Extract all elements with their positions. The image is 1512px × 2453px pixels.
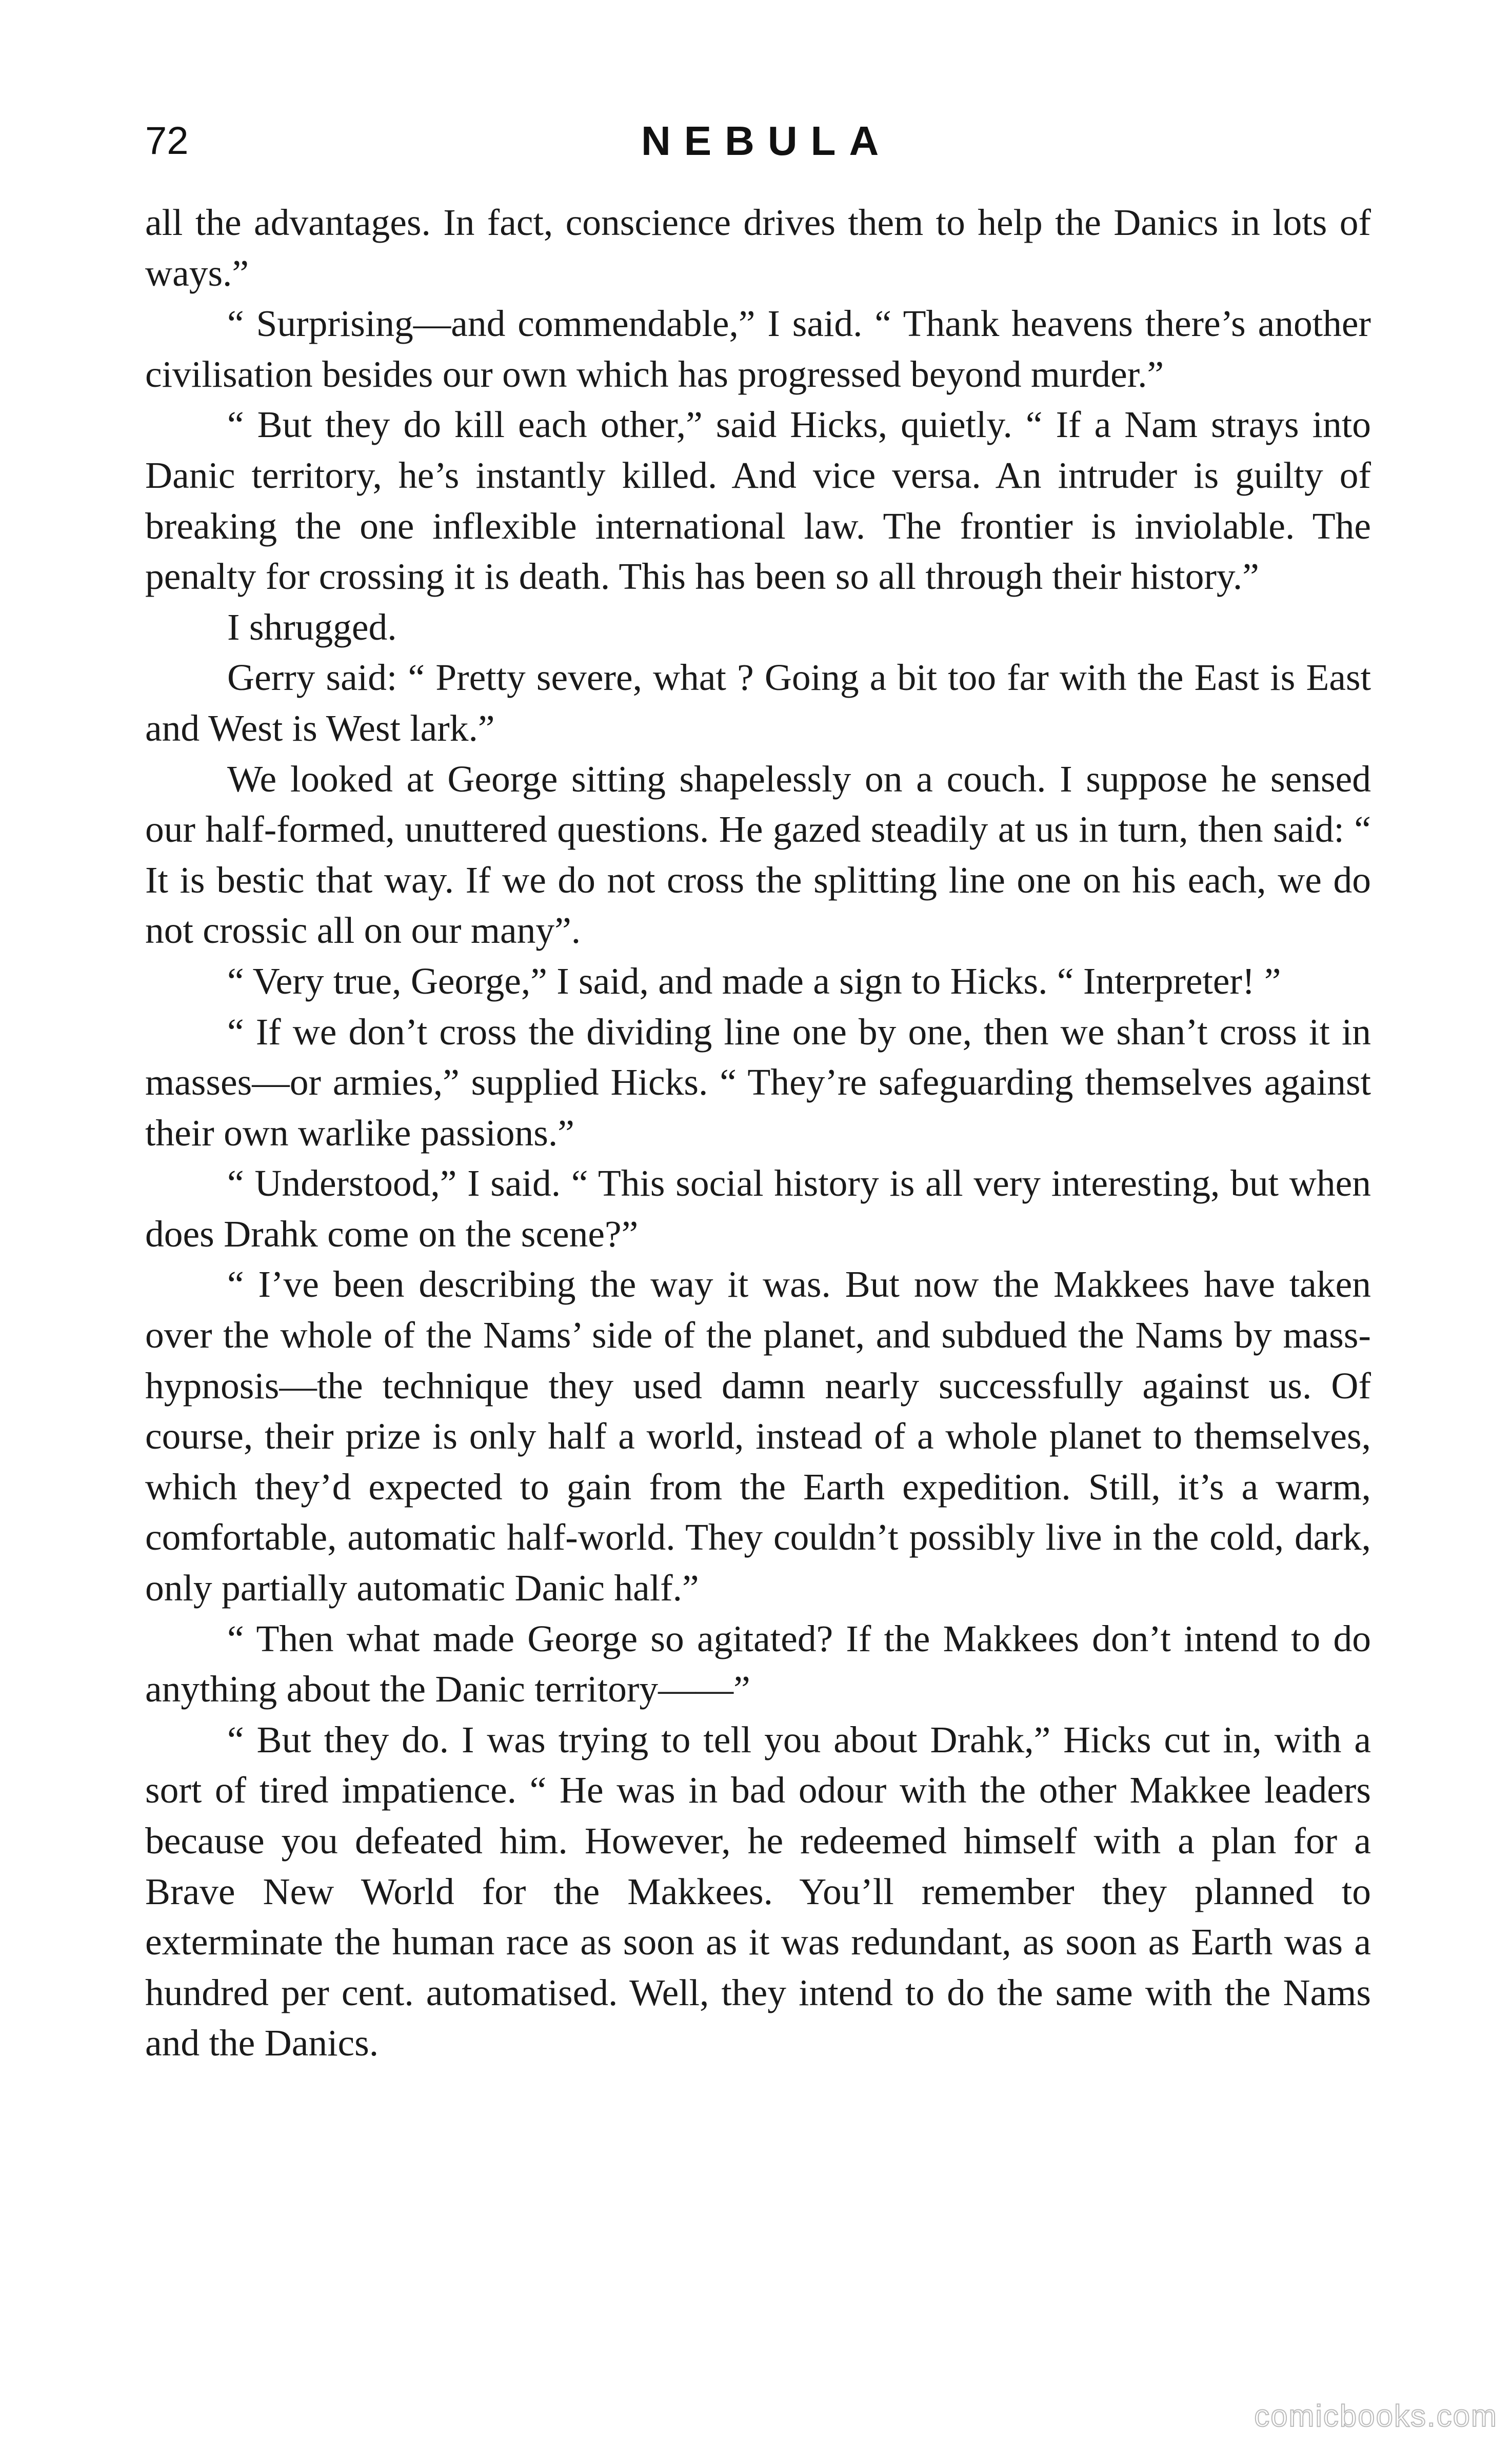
paragraph: I shrugged.: [227, 606, 397, 648]
body-text: [145, 197, 1371, 2069]
paragraph: We looked at George sitting shapelessly on a couch. I suppose he sensed our half-formed, unuttered questions. He gazed steadily at us in turn, then said: “ It is bestic that way. If we do not cross the splitting line one on his each, we do not crossic all on our many”.: [145, 758, 1371, 952]
page-header: [0, 110, 1512, 172]
running-title: NEBULA: [641, 118, 892, 164]
paragraph: “ But they do. I was trying to tell you about Drahk,” Hicks cut in, with a sort of tired impatience. “ He was in bad odour with the other Makkee leaders because you defeated him. However, he redeemed himself with a plan for a Brave New World for the Makkees. You’ll remember they planned to exterminate the human race as soon as it was redundant, as soon as Earth was a hundred per cent. automatised. Well, they intend to do the same with the Nams and the Danics.: [145, 1718, 1371, 2064]
paragraph: “ But they do kill each other,” said Hicks, quietly. “ If a Nam strays into Danic territory, he’s instantly killed. And vice versa. An intruder is guilty of breaking the one inflexible international law. The frontier is inviolable. The penalty for crossing it is death. This has been so all through their history.”: [145, 404, 1371, 598]
paragraph: “ I’ve been describing the way it was. But now the Makkees have taken over the whole of the Nams’ side of the planet, and subdued the Nams by mass-hypnosis—the technique they used damn nearly successfully against us. Of course, their prize is only half a world, instead of a whole planet to themselves, which they’d expected to gain from the Earth expedition. Still, it’s a warm, comfortable, automatic half-world. They couldn’t possibly live in the cold, dark, only partially automatic Danic half.”: [145, 1263, 1371, 1609]
watermark: comicbooks.com: [1254, 2399, 1498, 2433]
paragraph: “ Then what made George so agitated? If the Makkees don’t intend to do anything about the Danic territory——”: [145, 1617, 1371, 1710]
paragraph: “ Very true, George,” I said, and made a sign to Hicks. “ Interpreter! ”: [227, 960, 1281, 1002]
page-number: 72: [145, 119, 189, 163]
paragraph: “ Surprising—and commendable,” I said. “ Thank heavens there’s another civilisation besides our own which has progressed beyond murder.”: [145, 303, 1371, 395]
paragraph: “ If we don’t cross the dividing line one by one, then we shan’t cross it in masses—or armies,” supplied Hicks. “ They’re safeguarding themselves against their own warlike passions.”: [145, 1011, 1371, 1154]
paragraph: all the advantages. In fact, conscience drives them to help the Danics in lots of ways.”: [145, 202, 1371, 294]
paragraph: “ Understood,” I said. “ This social history is all very interesting, but when does Drahk come on the scene?”: [145, 1162, 1371, 1255]
paragraph: Gerry said: “ Pretty severe, what ? Going a bit too far with the East is East and West is West lark.”: [145, 657, 1371, 749]
